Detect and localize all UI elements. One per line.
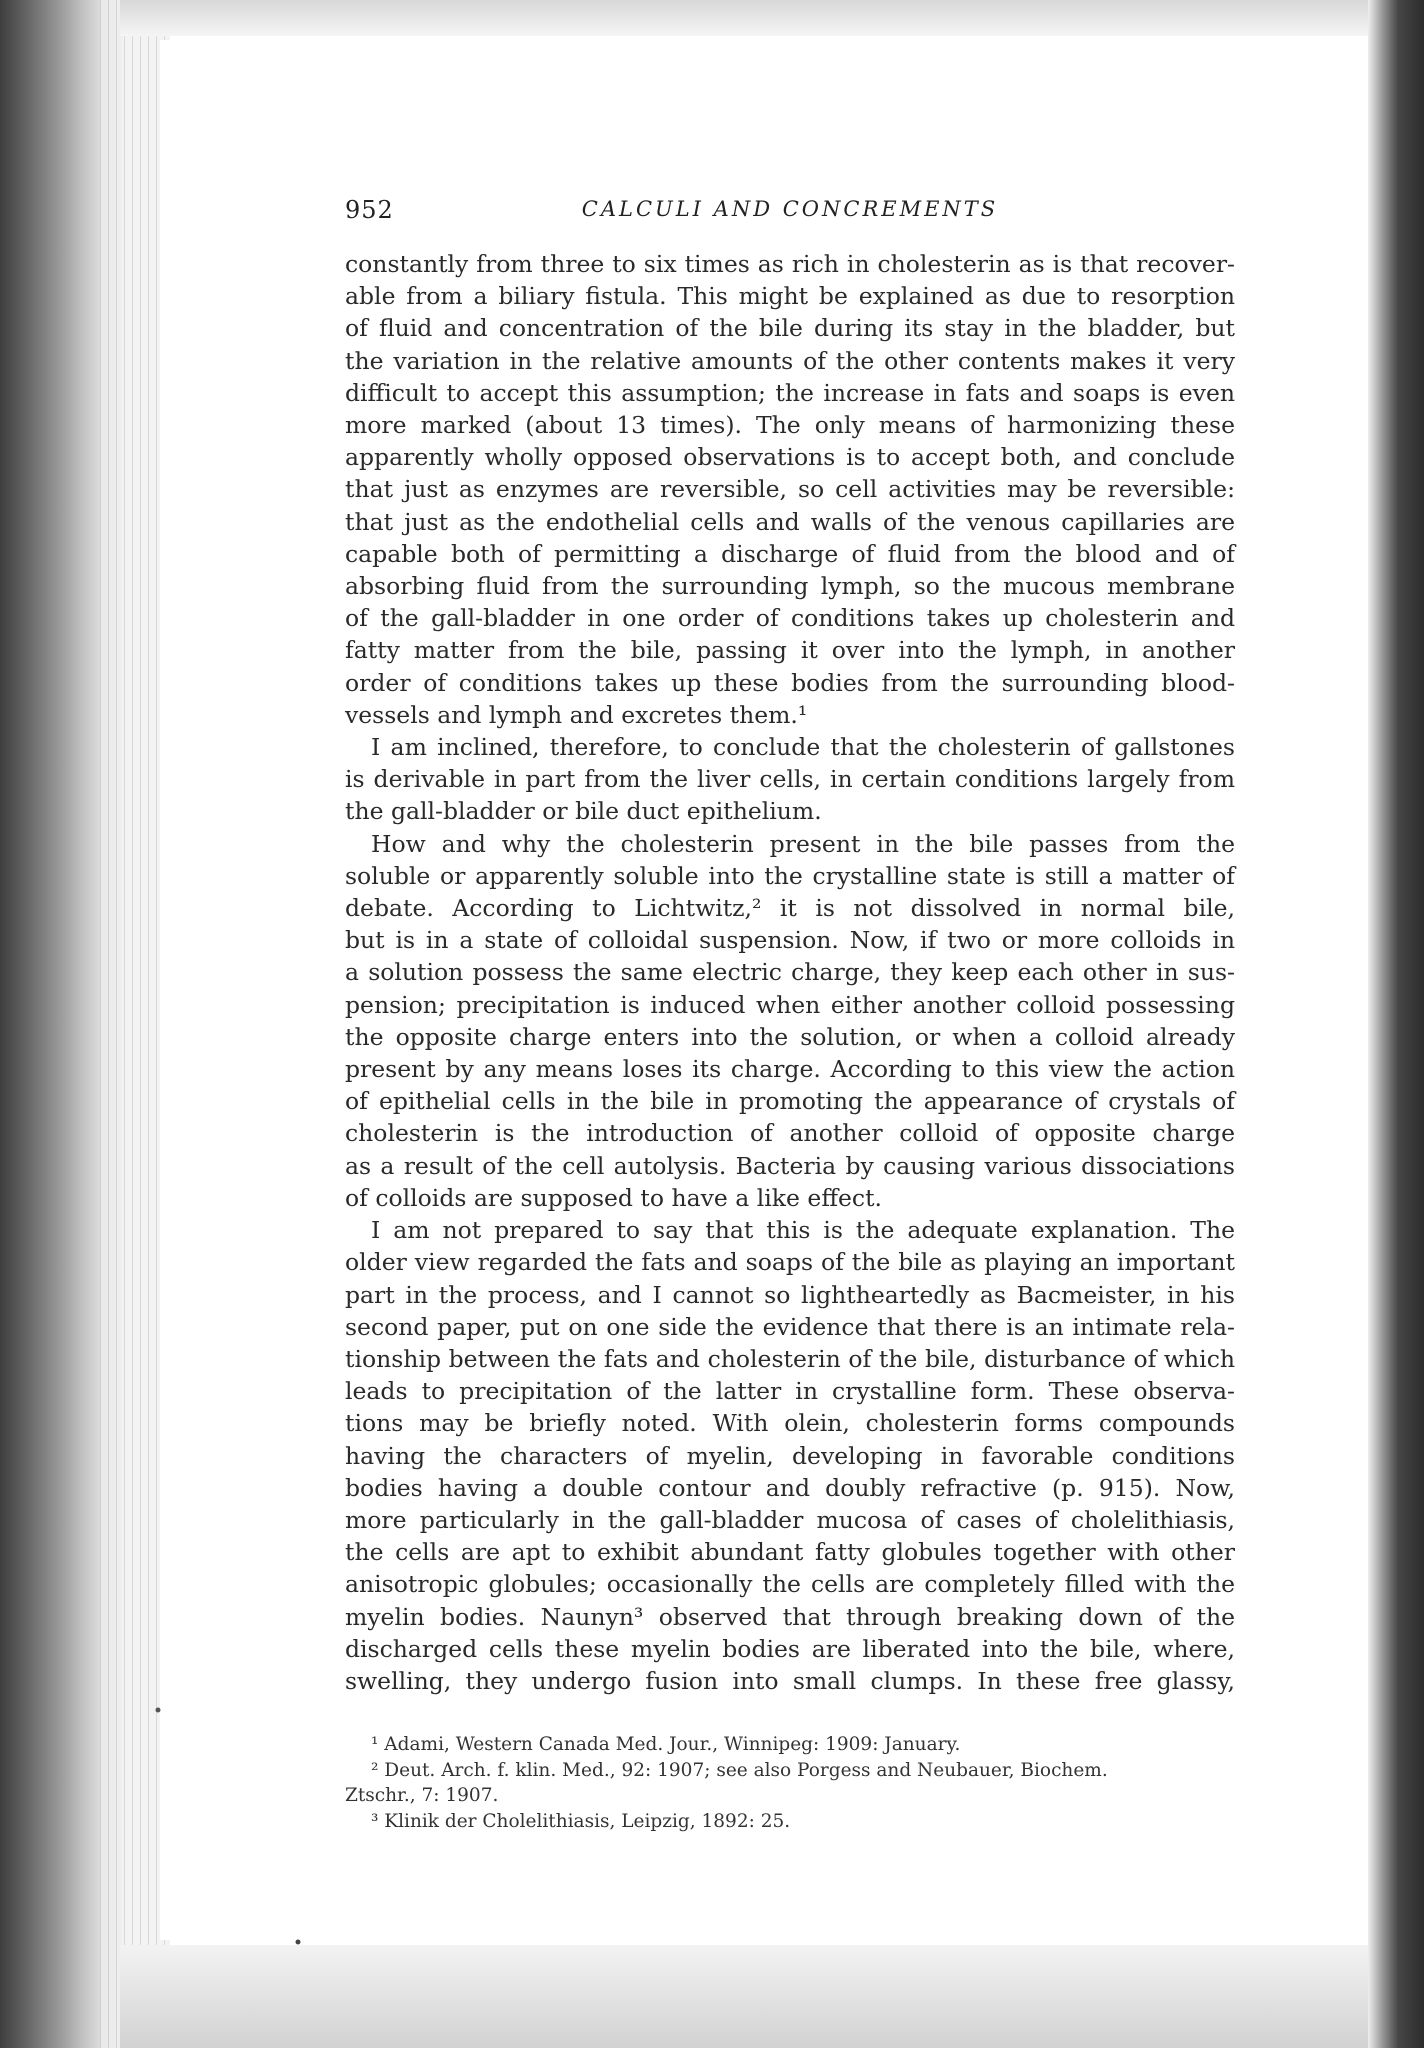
text-line: bodies having a double contour and doubly refractive (p. 915). Now, <box>345 1473 1235 1502</box>
text-line: pension; precipitation is induced when either another colloid possessing <box>345 990 1235 1019</box>
text-line: is derivable in part from the liver cells, in certain conditions largely from <box>345 765 1235 794</box>
text-line: of the gall-bladder in one order of conditions takes up cholesterin and <box>345 604 1235 633</box>
text-line: part in the process, and I cannot so lightheartedly as Bacmeister, in his <box>345 1280 1235 1309</box>
text-line: a solution possess the same electric charge, they keep each other in sus- <box>345 958 1235 987</box>
text-line: fatty matter from the bile, passing it over into the lymph, in another <box>345 636 1235 665</box>
footnote: ² Deut. Arch. f. klin. Med., 92: 1907; see also Porgess and Neubauer, Biochem. <box>371 1759 1108 1781</box>
text-line: capable both of permitting a discharge of fluid from the blood and of <box>345 539 1235 568</box>
text-line: more particularly in the gall-bladder mucosa of cases of cholelithiasis, <box>345 1505 1235 1534</box>
text-line: tions may be briefly noted. With olein, cholesterin forms compounds <box>345 1409 1235 1438</box>
text-line: How and why the cholesterin present in the bile passes from the <box>371 829 1235 858</box>
text-line: leads to precipitation of the latter in crystalline form. These observa- <box>345 1377 1235 1406</box>
text-line: the cells are apt to exhibit abundant fatty globules together with other <box>345 1538 1235 1567</box>
text-line: swelling, they undergo fusion into small clumps. In these free glassy, <box>345 1666 1235 1695</box>
text-line: second paper, put on one side the evidence that there is an intimate rela- <box>345 1312 1235 1341</box>
text-line: vessels and lymph and excretes them.¹ <box>345 700 808 729</box>
text-line: difficult to accept this assumption; the increase in fats and soaps is even <box>345 378 1235 407</box>
text-line: of colloids are supposed to have a like effect. <box>345 1183 883 1212</box>
text-line: having the characters of myelin, developing in favorable conditions <box>345 1441 1235 1470</box>
text-line: I am not prepared to say that this is the adequate explanation. The <box>371 1216 1235 1245</box>
text-line: debate. According to Lichtwitz,² it is not dissolved in normal bile, <box>345 894 1235 923</box>
text-line: cholesterin is the introduction of another colloid of opposite charge <box>345 1119 1235 1148</box>
text-line: older view regarded the fats and soaps of the bile as playing an important <box>345 1248 1235 1277</box>
text-line: soluble or apparently soluble into the crystalline state is still a matter of <box>345 861 1235 890</box>
text-line: anisotropic globules; occasionally the cells are completely filled with the <box>345 1570 1235 1599</box>
footnote: ¹ Adami, Western Canada Med. Jour., Winnipeg: 1909: January. <box>371 1734 961 1755</box>
footnote: Ztschr., 7: 1907. <box>345 1785 499 1806</box>
text-line: apparently wholly opposed observations is to accept both, and conclude <box>345 443 1235 472</box>
text-line: of epithelial cells in the bile in promoting the appearance of crystals of <box>345 1087 1235 1116</box>
text-line: that just as enzymes are reversible, so cell activities may be reversible: <box>345 475 1235 504</box>
text-line: absorbing fluid from the surrounding lymph, so the mucous membrane <box>345 572 1235 601</box>
text-line: as a result of the cell autolysis. Bacteria by causing various dissociations <box>345 1151 1235 1180</box>
scan-speck <box>156 1708 161 1713</box>
text-line: tionship between the fats and cholesterin of the bile, disturbance of which <box>345 1344 1235 1373</box>
text-line: more marked (about 13 times). The only means of harmonizing these <box>345 411 1235 440</box>
text-line: discharged cells these myelin bodies are liberated into the bile, where, <box>345 1634 1235 1663</box>
text-line: but is in a state of colloidal suspension. Now, if two or more colloids in <box>345 926 1235 955</box>
text-line: that just as the endothelial cells and walls of the venous capillaries are <box>345 507 1235 536</box>
text-line: the variation in the relative amounts of the other contents makes it very <box>345 346 1235 375</box>
text-line: myelin bodies. Naunyn³ observed that through breaking down of the <box>345 1602 1235 1631</box>
text-line: the gall-bladder or bile duct epithelium. <box>345 797 822 826</box>
text-line: order of conditions takes up these bodies from the surrounding blood- <box>345 668 1235 697</box>
text-line: able from a biliary fistula. This might be explained as due to resorption <box>345 282 1235 311</box>
scan-speck <box>296 1940 301 1945</box>
text-line: the opposite charge enters into the solution, or when a colloid already <box>345 1022 1235 1051</box>
page-number: 952 <box>345 196 394 224</box>
footnote: ³ Klinik der Cholelithiasis, Leipzig, 1892: 25. <box>371 1810 791 1832</box>
text-line: present by any means loses its charge. According to this view the action <box>345 1055 1235 1084</box>
text-line: of fluid and concentration of the bile during its stay in the bladder, but <box>345 314 1235 343</box>
text-line: constantly from three to six times as rich in cholesterin as is that recover- <box>345 250 1235 278</box>
running-title: CALCULI AND CONCREMENTS <box>581 197 999 221</box>
text-line: I am inclined, therefore, to conclude that the cholesterin of gallstones <box>371 733 1235 762</box>
